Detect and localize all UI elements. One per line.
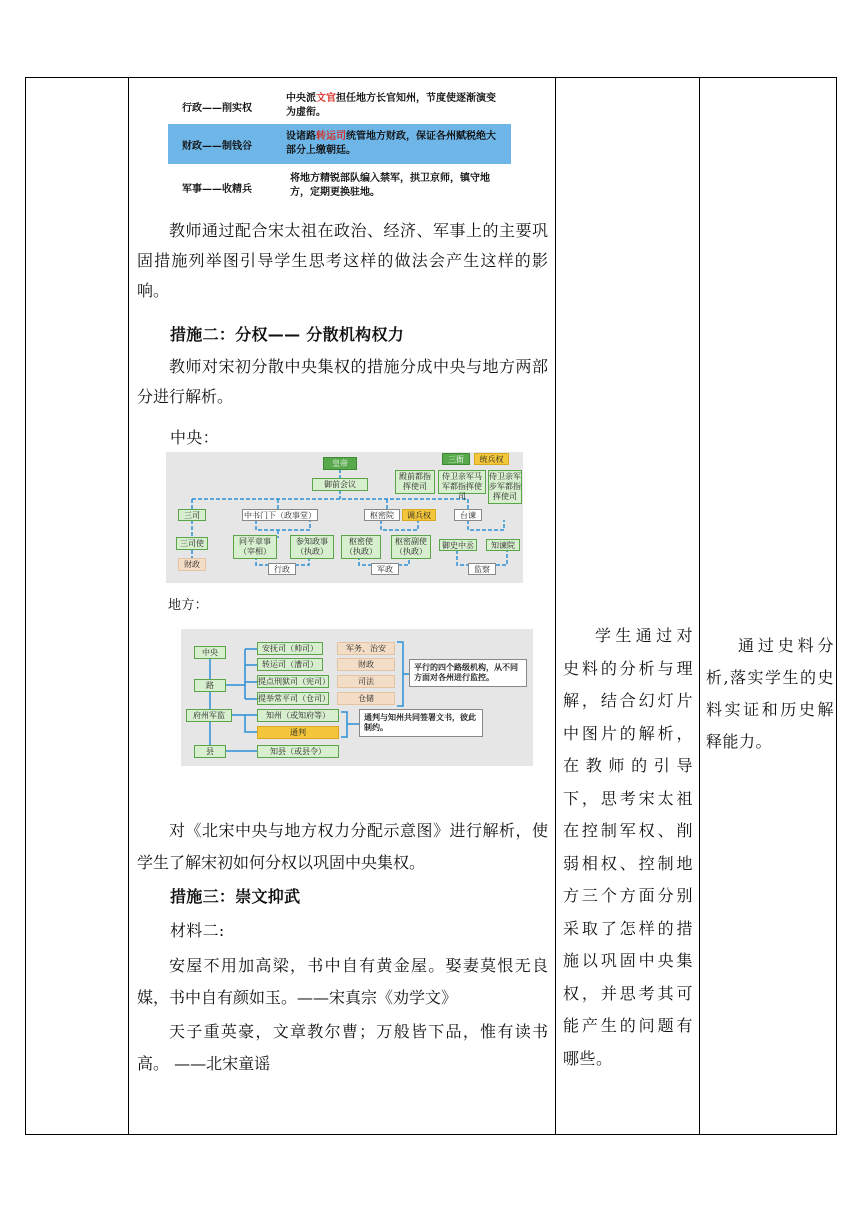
sansishi-box: 三司使 [176, 537, 208, 550]
junwu-box: 军务、治安 [337, 642, 395, 655]
measure-value [286, 92, 501, 120]
central-power-diagram [166, 452, 523, 583]
tongbing-box: 统兵权 [474, 453, 509, 465]
lu-box: 路 [194, 679, 226, 692]
anfu-box: 安抚司（帅司） [257, 642, 323, 655]
process-para-1: 教师通过配合宋太祖在政治、经济、军事上的主要巩固措施列举图引导学生思考这样的做法会产生这样的影响。 [137, 221, 548, 300]
shumi-box: 枢密院 [364, 509, 400, 521]
fuzhou-box: 府州军监 [186, 709, 232, 722]
taijian-box: 台谏 [454, 509, 482, 521]
design-intent-text: 通过史料分析,落实学生的史料实证和历史解释能力。 [706, 636, 834, 751]
diaobing-box: 调兵权 [402, 509, 436, 521]
shumishi-box: 枢密使（执政） [341, 535, 381, 559]
central-label: 中央： [170, 428, 219, 447]
table-border-right [836, 77, 837, 1135]
measure-value: 将地方精锐部队编入禁军，拱卫京师，镇守地方，定期更换驻地。 [290, 173, 490, 198]
measure-value [286, 130, 501, 158]
tiju-box: 提举常平司（仓司） [258, 694, 330, 703]
measure-text: 统管地方财政，保证各州赋税绝大部分上缴朝廷。 [286, 131, 496, 156]
measure-text: 设诸路 [286, 131, 316, 142]
note2-box: 通判与知州共同签署文书，彼此制约。 [359, 709, 483, 737]
cangchu-box: 仓储 [337, 692, 395, 705]
sansi-box: 三司 [178, 509, 206, 521]
zhuanyun-box: 转运司（漕司） [257, 658, 323, 671]
table-divider-1 [128, 77, 129, 1135]
material-two-label: 材料二: [170, 921, 225, 940]
council-box: 御前会议 [312, 478, 368, 491]
caizheng-local-box: 财政 [337, 658, 395, 671]
table-border-bottom [25, 1134, 837, 1135]
measure-row-admin [168, 86, 511, 124]
process-para-2: 教师对宋初分散中央集权的措施分成中央与地方两部分进行解析。 [137, 357, 548, 406]
tongping-box: 同平章事（宰相） [233, 535, 277, 559]
shiwei-bu-box: 侍卫亲军步军都指挥使司 [488, 470, 522, 504]
emperor-box: 皇帝 [323, 457, 357, 470]
xian-box: 县 [194, 745, 226, 758]
local-power-diagram [181, 629, 533, 766]
measure-highlight: 文官 [316, 93, 336, 104]
quote-1: 安屋不用加高梁，书中自有黄金屋。娶妻莫恨无良媒，书中自有颜如玉。——宋真宗《劝学文》 [137, 956, 548, 1007]
note1-box: 平行的四个路级机构，从不同方面对各州进行监控。 [409, 659, 527, 687]
measure-row-military [168, 164, 511, 208]
process-para-3: 对《北宋中央与地方权力分配示意图》进行解析，使学生了解宋初如何分权以巩固中央集权。 [137, 821, 548, 872]
dianqian-box: 殿前都指挥使司 [395, 470, 435, 494]
tidian-box: 提点刑狱司（宪司） [258, 677, 330, 686]
zhixian-box: 知县（或县令） [257, 745, 339, 758]
local-label: 地方： [168, 598, 208, 613]
student-activity-text: 学生通过对史料的分析与理解，结合幻灯片中图片的解析，在教师的引导下，思考宋太祖在控制军权、削弱相权、控制地方三个方面分别采取了怎样的措施以巩固中央集权，并思考其可能产生的问题有哪些。 [563, 626, 693, 1068]
shiwei-ma-box: 侍卫亲军马军都指挥使司 [438, 470, 486, 494]
table-divider-3 [699, 77, 700, 1135]
canzhi-box: 参知政事（执政） [290, 535, 334, 559]
measure-two-heading: 措施二：分权—— 分散机构权力 [170, 325, 405, 344]
measure-text: 中央派 [286, 93, 316, 104]
shumifu-box: 枢密副使（执政） [391, 535, 431, 559]
song-taizu-measures-image [168, 86, 511, 208]
measure-highlight: 转运司 [316, 131, 346, 142]
zhongshu-box: 中书门下（政事堂） [244, 511, 316, 520]
measure-key: 财政——制钱谷 [182, 141, 252, 152]
measure-key: 军事——收精兵 [182, 184, 252, 195]
yushi-box: 御史中丞 [439, 539, 477, 551]
tongpan-box: 通判 [257, 726, 339, 739]
zhongyang-box: 中央 [194, 646, 226, 659]
junzheng-box: 军政 [371, 563, 399, 575]
table-border-left [25, 77, 26, 1135]
table-divider-2 [555, 77, 556, 1135]
quote-2: 天子重英豪，文章教尔曹；万般皆下品，惟有读书高。 ——北宋童谣 [137, 1022, 548, 1073]
zhizhou-box: 知州（或知府等） [257, 709, 339, 722]
caizheng-box: 财政 [178, 558, 206, 571]
table-border-top [25, 77, 837, 78]
xingzheng-box: 行政 [268, 563, 296, 575]
sifa-box: 司法 [337, 675, 395, 688]
measure-text: 担任地方长官知州，节度使逐渐演变为虚衔。 [286, 93, 496, 118]
jiancha-box: 监察 [468, 563, 496, 575]
measure-three-heading: 措施三：崇文抑武 [170, 887, 301, 906]
zhijian-box: 知谏院 [486, 539, 520, 551]
measure-row-finance [168, 124, 511, 164]
sanya-box: 三衙 [442, 453, 470, 465]
measure-key: 行政——削实权 [182, 103, 252, 114]
